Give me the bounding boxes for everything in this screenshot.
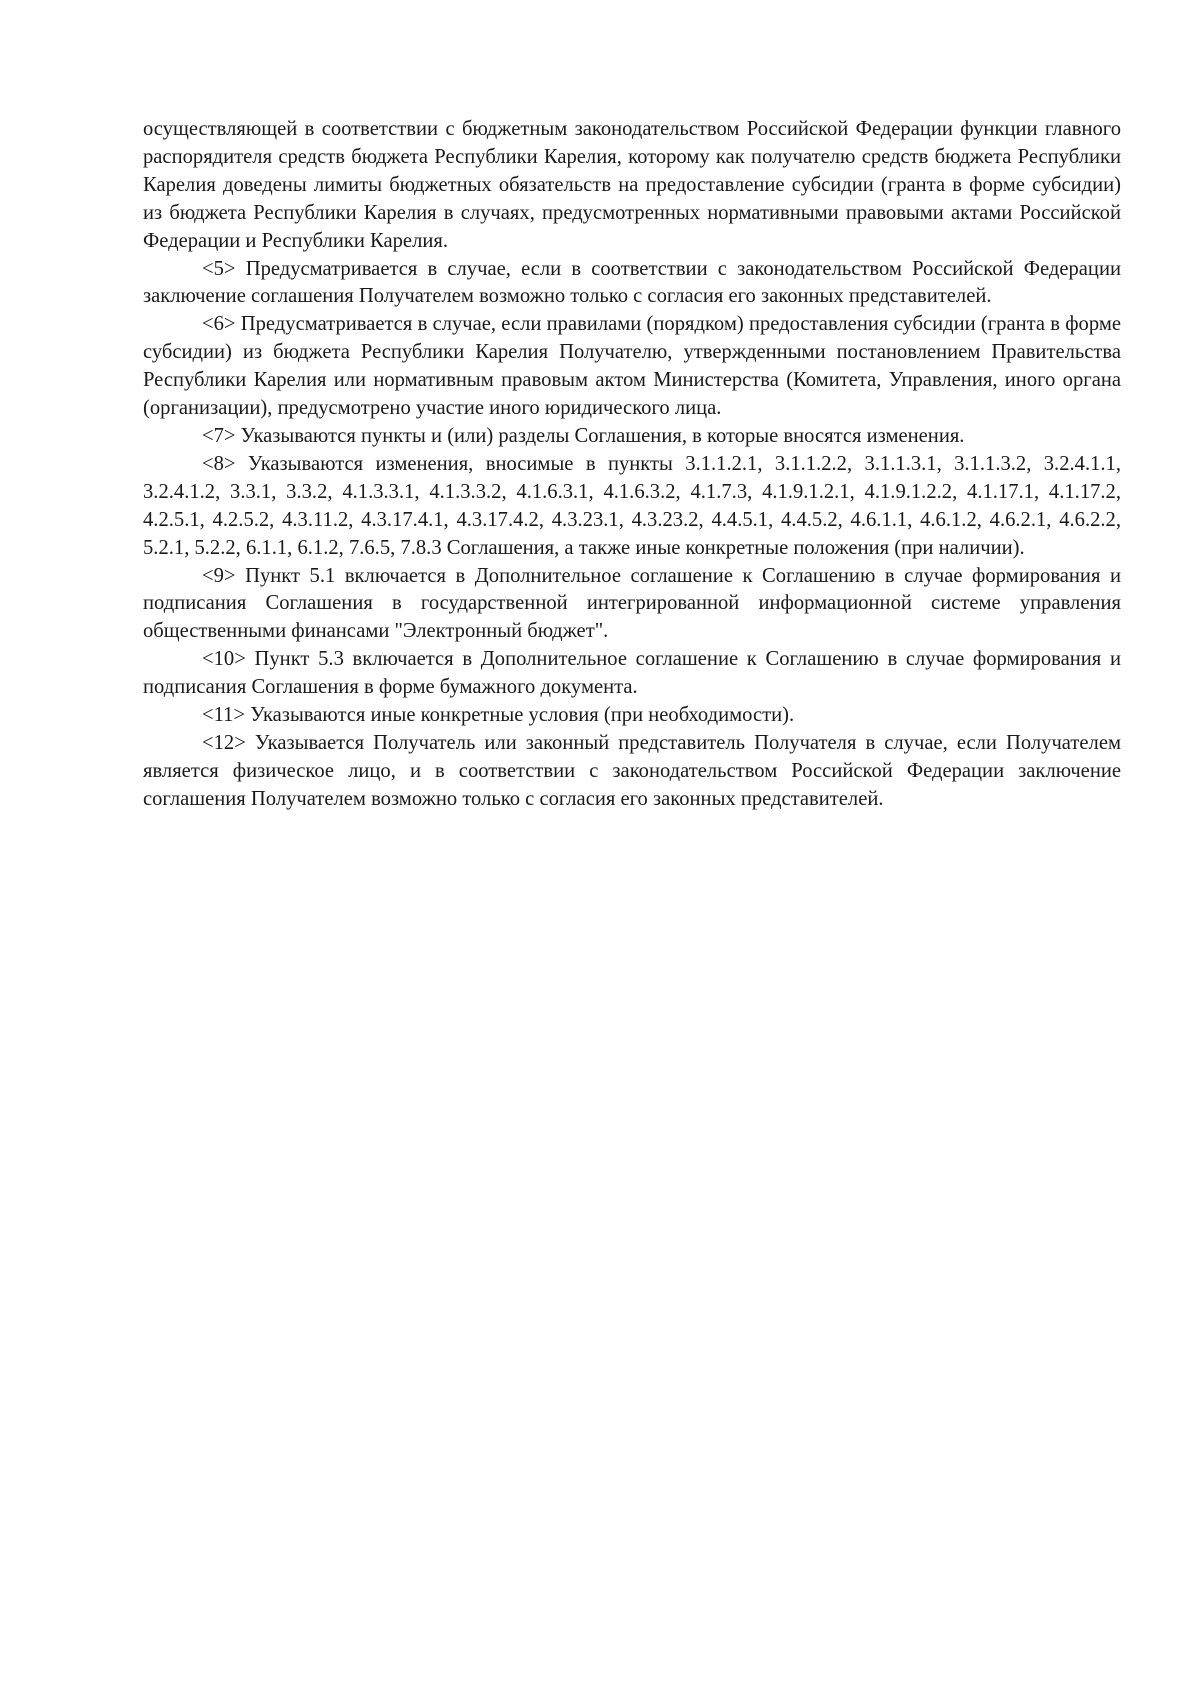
footnote-5: <5> Предусматривается в случае, если в соответствии с законодательством Российской Федерации заключение соглашения Получателем возможно только с согласия его законных представителей. (143, 257, 1121, 308)
paragraph-continuation: осуществляющей в соответствии с бюджетным законодательством Российской Федерации функции главного распорядителя средств бюджета Республики Карелия, которому как получателю средств бюджета Республики Карелия доведены лимиты бюджетных обязательств на предоставление субсидии (гранта в форме субсидии) из бюджета Республики Карелия в случаях, предусмотренных нормативными правовыми актами Российской Федерации и Республики Карелия. (143, 118, 1121, 252)
footnote-8: <8> Указываются изменения, вносимые в пункты 3.1.1.2.1, 3.1.1.2.2, 3.1.1.3.1, 3.1.1.3.2, 3.2.4.1.1, 3.2.4.1.2, 3.3.1, 3.3.2, 4.1.3.3.1, 4.1.3.3.2, 4.1.6.3.1, 4.1.6.3.2, 4.1.7.3, 4.1.9.1.2.1, 4.1.9.1.2.2, 4.1.17.1, 4.1.17.2, 4.2.5.1, 4.2.5.2, 4.3.11.2, 4.3.17.4.1, 4.3.17.4.2, 4.3.23.1, 4.3.23.2, 4.4.5.1, 4.4.5.2, 4.6.1.1, 4.6.1.2, 4.6.2.1, 4.6.2.2, 5.2.1, 5.2.2, 6.1.1, 6.1.2, 7.6.5, 7.8.3 Соглашения, а также иные конкретные положения (при наличии). (143, 452, 1121, 559)
footnote-12: <12> Указывается Получатель или законный представитель Получателя в случае, если Получателем является физическое лицо, и в соответствии с законодательством Российской Федерации заключение соглашения Получателем возможно только с согласия его законных представителей. (143, 731, 1121, 810)
footnote-7: <7> Указываются пункты и (или) разделы Соглашения, в которые вносятся изменения. (202, 424, 965, 447)
footnote-6: <6> Предусматривается в случае, если правилами (порядком) предоставления субсидии (гранта в форме субсидии) из бюджета Республики Карелия Получателю, утвержденными постановлением Правительства Республики Карелия или нормативным правовым актом Министерства (Комитета, Управления, иного органа (организации), предусмотрено участие иного юридического лица. (143, 313, 1121, 420)
footnote-11: <11> Указываются иные конкретные условия (при необходимости). (202, 704, 795, 727)
footnote-10: <10> Пункт 5.3 включается в Дополнительное соглашение к Соглашению в случае формирования и подписания Соглашения в форме бумажного документа. (143, 648, 1121, 699)
footnote-9: <9> Пункт 5.1 включается в Дополнительное соглашение к Соглашению в случае формирования и подписания Соглашения в государственной интегрированной информационной системе управления общественными финансами "Электронный бюджет". (143, 564, 1121, 643)
footnotes-text (143, 116, 1121, 814)
